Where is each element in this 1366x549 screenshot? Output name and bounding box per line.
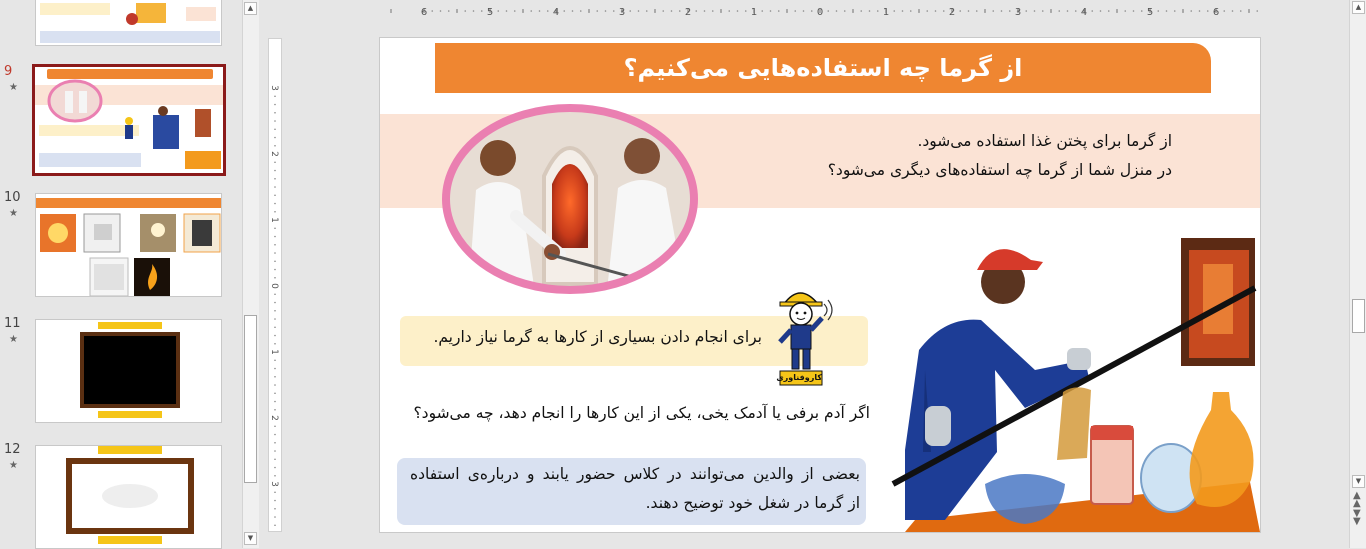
ruler-label: 2 xyxy=(269,151,279,157)
ruler-dot xyxy=(580,10,582,12)
ruler-dot xyxy=(1001,10,1003,12)
glassblower-photo[interactable] xyxy=(885,220,1260,532)
ruler-dot xyxy=(1075,10,1077,12)
ruler-dot xyxy=(274,401,276,403)
ruler-dot xyxy=(440,10,442,12)
ruler-dot xyxy=(274,170,276,172)
ruler-dot xyxy=(811,10,813,12)
ruler-dot xyxy=(274,128,276,130)
ruler-label: 1 xyxy=(269,217,279,223)
ruler-dot xyxy=(613,10,615,12)
ruler-label: 3 xyxy=(269,481,279,487)
ruler-dot xyxy=(274,137,276,139)
ruler-dot xyxy=(274,392,276,394)
ruler-label: 5 xyxy=(1146,7,1154,18)
ruler-label: 2 xyxy=(684,7,692,18)
text-line-2[interactable]: در منزل شما از گرما چه استفاده‌های دیگری می‌شود؟ xyxy=(827,161,1172,179)
ruler-dot xyxy=(588,10,590,12)
ruler-dot xyxy=(605,10,607,12)
ruler-dot xyxy=(274,508,276,510)
ruler-dot xyxy=(1116,10,1118,12)
slide-thumbnail-12[interactable] xyxy=(35,445,222,549)
ruler-dot xyxy=(1133,10,1135,12)
slide-thumbnail-12-preview xyxy=(36,446,222,549)
ruler-dot xyxy=(481,10,483,12)
slide-thumbnail-9[interactable] xyxy=(32,64,226,176)
note-line-2[interactable]: از گرما در شغل خود توضیح دهند. xyxy=(645,494,860,512)
ruler-dot xyxy=(274,178,276,180)
ruler-dot xyxy=(852,10,854,12)
ruler-dot xyxy=(1240,10,1242,12)
ruler-dot xyxy=(1248,10,1250,12)
ruler-dot xyxy=(274,442,276,444)
slide-thumbnail-8-preview xyxy=(36,0,222,46)
ruler-dot xyxy=(274,244,276,246)
slide-thumbnail-10-preview xyxy=(36,194,222,297)
ruler-dot xyxy=(902,10,904,12)
editor-scrollbar[interactable] xyxy=(1349,0,1366,548)
ruler-dot xyxy=(572,10,574,12)
ruler-dot xyxy=(274,368,276,370)
ruler-dot xyxy=(274,516,276,518)
ruler-dot xyxy=(1124,10,1126,12)
ruler-dot xyxy=(274,145,276,147)
ruler-dot xyxy=(506,10,508,12)
slide-thumbnail-10[interactable] xyxy=(35,193,222,297)
thumbnail-scrollbar-thumb[interactable] xyxy=(244,315,257,483)
ruler-dot xyxy=(522,10,524,12)
slide-animation-star-11: ★ xyxy=(9,334,18,345)
ruler-dot xyxy=(1207,10,1209,12)
scroll-down-icon[interactable]: ▼ xyxy=(1352,475,1365,488)
ruler-label: 6 xyxy=(1212,7,1220,18)
question-text[interactable]: اگر آدم برفی یا آدمک یخی، یکی از این کارها را انجام دهد، چه می‌شود؟ xyxy=(413,404,870,422)
ruler-dot xyxy=(274,425,276,427)
ruler-dot xyxy=(720,10,722,12)
ruler-dot xyxy=(704,10,706,12)
ruler-dot xyxy=(638,10,640,12)
next-slide-icon[interactable]: ▼ ▼ xyxy=(1353,508,1361,527)
ruler-label: 1 xyxy=(750,7,758,18)
ruler-dot xyxy=(770,10,772,12)
ruler-dot xyxy=(274,384,276,386)
prev-slide-icon[interactable]: ▲ ▲ xyxy=(1353,490,1361,509)
ruler-dot xyxy=(547,10,549,12)
ruler-dot xyxy=(274,203,276,205)
ruler-dot xyxy=(274,104,276,106)
ruler-dot xyxy=(984,10,986,12)
ruler-dot xyxy=(514,10,516,12)
mascot-badge: کاروفناوری xyxy=(776,373,822,382)
ruler-dot xyxy=(794,10,796,12)
ruler-dot xyxy=(1174,10,1176,12)
slide-animation-star-12: ★ xyxy=(9,460,18,471)
ruler-dot xyxy=(629,10,631,12)
ruler-dot xyxy=(745,10,747,12)
text-line-1[interactable]: از گرما برای پختن غذا استفاده می‌شود. xyxy=(917,132,1172,150)
furnace-photo[interactable] xyxy=(436,98,704,300)
ruler-dot xyxy=(274,302,276,304)
ruler-dot xyxy=(448,10,450,12)
ruler-dot xyxy=(1067,10,1069,12)
editor-scrollbar-thumb[interactable] xyxy=(1352,299,1365,333)
ruler-dot xyxy=(274,343,276,345)
ruler-dot xyxy=(274,112,276,114)
ruler-dot xyxy=(274,120,276,122)
ruler-label: 3 xyxy=(618,7,626,18)
scroll-up-icon[interactable]: ▲ xyxy=(244,2,257,15)
ruler-dot xyxy=(803,10,805,12)
slide-number-9: 9 xyxy=(4,64,13,79)
ruler-dot xyxy=(778,10,780,12)
ruler-dot xyxy=(860,10,862,12)
ruler-dot xyxy=(1091,10,1093,12)
ruler-dot xyxy=(1058,10,1060,12)
ruler-dot xyxy=(563,10,565,12)
ruler-dot xyxy=(274,194,276,196)
ruler-dot xyxy=(943,10,945,12)
ruler-dot xyxy=(274,450,276,452)
ruler-dot xyxy=(1009,10,1011,12)
ruler-dot xyxy=(274,467,276,469)
ruler-dot xyxy=(1025,10,1027,12)
ruler-dot xyxy=(844,10,846,12)
ruler-dot xyxy=(1182,10,1184,12)
callout-text[interactable]: برای انجام دادن بسیاری از کارها به گرما نیاز داریم. xyxy=(433,328,762,346)
ruler-dot xyxy=(786,10,788,12)
ruler-dot xyxy=(1034,10,1036,12)
ruler-dot xyxy=(671,10,673,12)
ruler-dot xyxy=(274,475,276,477)
slide-number-10: 10 xyxy=(4,190,21,205)
ruler-dot xyxy=(654,10,656,12)
slide-number-11: 11 xyxy=(4,316,21,331)
ruler-dot xyxy=(274,269,276,271)
ruler-dot xyxy=(877,10,879,12)
ruler-dot xyxy=(274,335,276,337)
ruler-dot xyxy=(1108,10,1110,12)
ruler-dot xyxy=(976,10,978,12)
scroll-up-icon[interactable]: ▲ xyxy=(1352,1,1365,14)
horizontal-ruler xyxy=(380,3,1260,19)
ruler-dot xyxy=(274,409,276,411)
ruler-dot xyxy=(274,211,276,213)
ruler-label: 4 xyxy=(552,7,560,18)
ruler-dot xyxy=(274,186,276,188)
ruler-dot xyxy=(431,10,433,12)
ruler-dot xyxy=(274,359,276,361)
ruler-dot xyxy=(761,10,763,12)
ruler-label: 2 xyxy=(948,7,956,18)
ruler-dot xyxy=(712,10,714,12)
vertical-ruler xyxy=(268,38,282,532)
ruler-label: 6 xyxy=(420,7,428,18)
ruler-dot xyxy=(1256,10,1258,12)
ruler-dot xyxy=(456,10,458,12)
ruler-dot xyxy=(473,10,475,12)
ruler-label: 5 xyxy=(486,7,494,18)
ruler-label: 2 xyxy=(269,415,279,421)
ruler-dot xyxy=(596,10,598,12)
ruler-dot xyxy=(274,500,276,502)
ruler-dot xyxy=(662,10,664,12)
ruler-label: 4 xyxy=(1080,7,1088,18)
ruler-dot xyxy=(274,236,276,238)
ruler-dot xyxy=(728,10,730,12)
ruler-label: 0 xyxy=(816,7,824,18)
ruler-dot xyxy=(959,10,961,12)
ruler-dot xyxy=(274,434,276,436)
slide-animation-star-10: ★ xyxy=(9,208,18,219)
ruler-dot xyxy=(539,10,541,12)
ruler-dot xyxy=(646,10,648,12)
ruler-dot xyxy=(274,252,276,254)
ruler-dot xyxy=(274,318,276,320)
ruler-dot xyxy=(1199,10,1201,12)
slide-canvas[interactable] xyxy=(380,38,1260,532)
ruler-dot xyxy=(1042,10,1044,12)
ruler-dot xyxy=(274,95,276,97)
ruler-label: 3 xyxy=(1014,7,1022,18)
note-line-1[interactable]: بعضی از والدین می‌توانند در کلاس حضور یابند و درباره‌ی استفاده xyxy=(410,465,860,483)
ruler-dot xyxy=(274,326,276,328)
ruler-dot xyxy=(679,10,681,12)
ruler-dot xyxy=(497,10,499,12)
ruler-dot xyxy=(274,293,276,295)
ruler-dot xyxy=(893,10,895,12)
ruler-dot xyxy=(274,491,276,493)
slide-animation-star-9: ★ xyxy=(9,82,18,93)
ruler-dot xyxy=(992,10,994,12)
ruler-label: 0 xyxy=(269,283,279,289)
ruler-dot xyxy=(1223,10,1225,12)
ruler-dot xyxy=(918,10,920,12)
ruler-dot xyxy=(1141,10,1143,12)
ruler-dot xyxy=(737,10,739,12)
ruler-dot xyxy=(274,161,276,163)
ruler-dot xyxy=(968,10,970,12)
ruler-dot xyxy=(836,10,838,12)
ruler-dot xyxy=(1050,10,1052,12)
slide-thumbnail-11-preview xyxy=(36,320,222,423)
ruler-dot xyxy=(869,10,871,12)
slide-thumbnail-pane xyxy=(0,0,254,548)
ruler-dot xyxy=(910,10,912,12)
slide-thumbnail-8[interactable] xyxy=(35,0,222,46)
slide-number-12: 12 xyxy=(4,442,21,457)
ruler-dot xyxy=(274,277,276,279)
ruler-label: 1 xyxy=(269,349,279,355)
slide-title[interactable]: از گرما چه استفاده‌هایی می‌کنیم؟ xyxy=(623,54,1023,82)
ruler-dot xyxy=(935,10,937,12)
ruler-label: 1 xyxy=(882,7,890,18)
ruler-dot xyxy=(1100,10,1102,12)
ruler-dot xyxy=(530,10,532,12)
ruler-dot xyxy=(274,260,276,262)
slide-thumbnail-9-preview xyxy=(35,67,223,173)
ruler-dot xyxy=(926,10,928,12)
ruler-dot xyxy=(1190,10,1192,12)
ruler-dot xyxy=(1232,10,1234,12)
ruler-dot xyxy=(695,10,697,12)
ruler-dot xyxy=(1166,10,1168,12)
ruler-dot xyxy=(274,310,276,312)
scroll-down-icon[interactable]: ▼ xyxy=(244,532,257,545)
ruler-dot xyxy=(274,227,276,229)
ruler-label: 3 xyxy=(269,85,279,91)
ruler-dot xyxy=(274,376,276,378)
slide-thumbnail-11[interactable] xyxy=(35,319,222,423)
ruler-dot xyxy=(274,458,276,460)
ruler-dot xyxy=(464,10,466,12)
ruler-dot xyxy=(827,10,829,12)
ruler-dot xyxy=(274,524,276,526)
ruler-dot xyxy=(1157,10,1159,12)
thumbnail-scrollbar[interactable] xyxy=(242,0,259,548)
